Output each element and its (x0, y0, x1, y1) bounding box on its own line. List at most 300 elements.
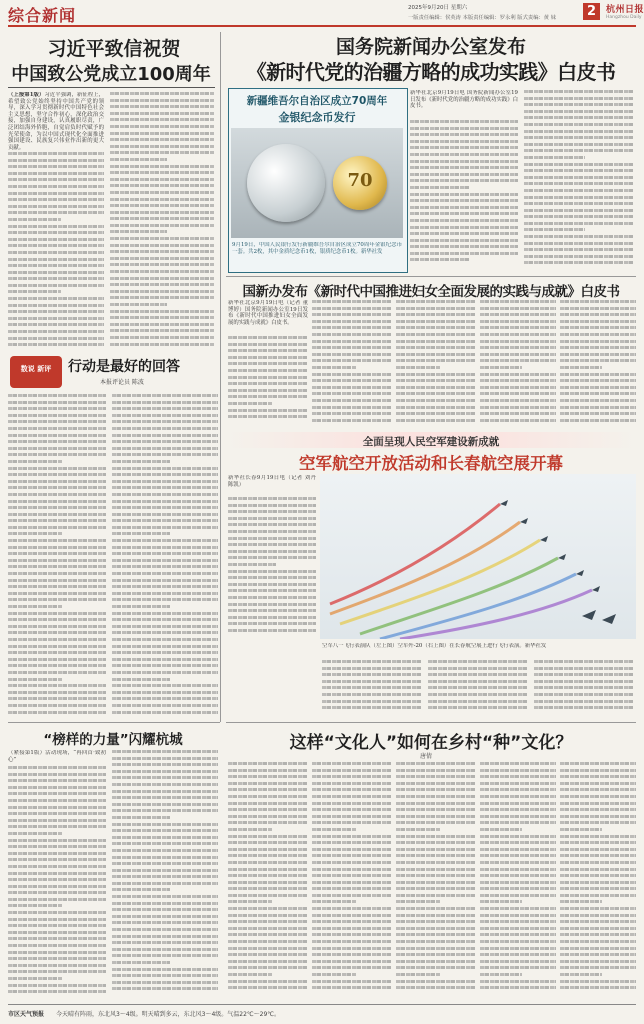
text-line (8, 944, 106, 947)
text-line (8, 612, 106, 615)
text-line (312, 399, 392, 402)
text-line (110, 290, 214, 293)
text-line (560, 795, 636, 798)
text-line (560, 406, 636, 409)
text-line (396, 900, 440, 903)
text-line (480, 373, 556, 376)
text-line (396, 881, 476, 884)
text-line (8, 526, 106, 529)
text-line (534, 686, 634, 689)
text-line (396, 366, 440, 369)
text-line (8, 434, 106, 437)
article5-text-col4 (480, 762, 556, 998)
text-line (112, 750, 218, 753)
text-line (8, 271, 104, 274)
text-line (8, 845, 106, 848)
text-line (8, 691, 106, 694)
text-line (396, 333, 476, 336)
text-line (312, 788, 392, 791)
text-line (480, 326, 556, 329)
text-line (110, 99, 214, 102)
text-line (524, 189, 634, 192)
text-line (112, 552, 218, 555)
text-line (228, 854, 308, 857)
text-line (480, 874, 556, 877)
text-line (312, 346, 392, 349)
text-line (480, 769, 556, 772)
text-line (312, 953, 392, 956)
text-line (560, 412, 636, 415)
text-line (112, 856, 218, 859)
article4-text-col1 (228, 336, 308, 428)
text-line (312, 320, 392, 323)
text-line (112, 598, 218, 601)
text-line (228, 914, 308, 917)
airshow-text-col2 (322, 660, 422, 716)
text-line (524, 222, 634, 225)
text-line (480, 841, 556, 844)
text-line (312, 769, 392, 772)
text-line (560, 848, 636, 851)
text-line (480, 980, 556, 983)
text-line (560, 960, 636, 963)
masthead (0, 0, 644, 26)
text-line (228, 395, 308, 398)
text-line (480, 973, 522, 976)
text-line (228, 795, 308, 798)
airshow-lead: 新华社长春9月19日电（记者 刘丹 陈凯） (228, 475, 316, 488)
text-line (524, 228, 585, 231)
text-line (112, 921, 218, 924)
text-line (8, 812, 106, 815)
airshow-headline: 空军航空开放活动和长春航空展开幕 (299, 454, 563, 473)
text-line (228, 887, 308, 890)
article6-text-col2 (112, 750, 218, 998)
text-line (228, 769, 308, 772)
text-line (480, 762, 556, 765)
text-line (396, 340, 476, 343)
text-line (228, 927, 308, 930)
text-line (8, 631, 106, 634)
text-line (560, 986, 636, 989)
text-line (8, 825, 106, 828)
text-line (228, 369, 308, 372)
article4-text-col2 (312, 300, 392, 428)
text-line (112, 678, 170, 681)
text-line (560, 419, 636, 422)
text-line (524, 261, 634, 264)
text-line (228, 775, 308, 778)
text-line (228, 933, 308, 936)
text-line (480, 412, 556, 415)
text-line (480, 795, 556, 798)
text-line (112, 394, 218, 397)
airshow-text-col4 (534, 660, 634, 716)
text-line (8, 317, 104, 320)
text-line (228, 530, 316, 533)
paper-name-logo: 杭州日报 (606, 5, 644, 15)
text-line (8, 440, 106, 443)
text-line (428, 660, 528, 663)
text-line (396, 953, 476, 956)
text-line (560, 821, 636, 824)
text-line (110, 316, 214, 319)
text-line (110, 92, 214, 95)
text-line (8, 513, 106, 516)
text-line (112, 500, 218, 503)
text-line (228, 415, 308, 418)
article4-text-col4 (480, 300, 556, 428)
text-line (8, 394, 106, 397)
article5-byline: 唐倩 (420, 753, 433, 760)
coin-headline-line1: 新疆维吾尔自治区成立70周年 (246, 95, 388, 107)
text-line (480, 399, 556, 402)
text-line (396, 762, 476, 765)
text-line (534, 693, 634, 696)
text-line (8, 605, 62, 608)
text-line (312, 386, 392, 389)
text-line (312, 980, 392, 983)
article4-top-rule (226, 276, 636, 277)
text-line (8, 165, 104, 168)
text-line (228, 900, 272, 903)
text-line (396, 802, 476, 805)
text-line (8, 898, 106, 901)
text-line (8, 290, 61, 293)
text-line (8, 343, 104, 346)
text-line (322, 686, 422, 689)
text-line (560, 340, 636, 343)
text-line (480, 900, 522, 903)
text-line (112, 888, 170, 891)
article5-headline: 这样“文化人”如何在乡村“种”文化？ (289, 733, 573, 753)
text-line (312, 419, 392, 422)
text-line (228, 802, 308, 805)
text-line (480, 392, 556, 395)
jet-icons (500, 500, 616, 624)
text-line (524, 130, 634, 133)
text-line (396, 854, 476, 857)
text-line (322, 706, 422, 709)
article6-headline: “榜样的力量”闪耀杭城 (43, 732, 183, 748)
text-line (228, 376, 308, 379)
text-line (228, 953, 308, 956)
text-line (524, 103, 634, 106)
text-line (312, 392, 392, 395)
text-line (228, 868, 308, 871)
text-line (112, 572, 218, 575)
text-line (8, 819, 106, 822)
commentary-logo-text: 数说 新评 (20, 365, 52, 373)
article4-text-col5 (560, 300, 636, 428)
text-line (396, 300, 476, 303)
text-line (112, 559, 218, 562)
text-line (8, 865, 106, 868)
text-line (524, 176, 634, 179)
text-line (8, 664, 106, 667)
text-line (480, 386, 556, 389)
text-line (8, 658, 106, 661)
text-line (524, 242, 634, 245)
text-line (410, 206, 518, 209)
text-line (110, 277, 214, 280)
text-line (8, 957, 106, 960)
text-line (396, 868, 476, 871)
text-line (560, 353, 636, 356)
text-line (560, 300, 636, 303)
text-line (8, 671, 106, 674)
text-line (228, 894, 308, 897)
text-line (8, 911, 106, 914)
text-line (428, 693, 528, 696)
text-line (8, 678, 62, 681)
text-line (396, 419, 476, 422)
text-line (524, 215, 634, 218)
text-line (560, 307, 636, 310)
text-line (228, 762, 308, 765)
text-line (112, 816, 170, 819)
text-line (312, 373, 392, 376)
coin-headline-line2: 金银纪念币发行 (278, 111, 356, 124)
text-line (112, 968, 218, 971)
text-line (312, 366, 356, 369)
text-line (312, 914, 392, 917)
article6-text-col1 (8, 766, 106, 998)
text-line (480, 960, 556, 963)
text-line (112, 427, 218, 430)
text-line (228, 815, 308, 818)
text-line (480, 914, 556, 917)
text-line (8, 598, 106, 601)
paper-subname: Hangzhou Daily (606, 15, 642, 20)
text-line (480, 419, 556, 422)
text-line (8, 225, 104, 228)
text-line (112, 803, 218, 806)
text-line (8, 651, 106, 654)
text-line (228, 907, 308, 910)
text-line (560, 914, 636, 917)
text-line (112, 664, 218, 667)
text-line (524, 143, 634, 146)
text-line (8, 506, 106, 509)
text-line (8, 625, 106, 628)
text-line (560, 313, 636, 316)
article1-headline-line2: 中国致公党成立100周年 (11, 64, 211, 85)
text-line (560, 775, 636, 778)
text-line (396, 775, 476, 778)
text-line (8, 977, 62, 980)
article1-body (8, 92, 104, 150)
text-line (396, 815, 476, 818)
red-smoke-trails (330, 504, 592, 639)
article1-text-col1 (8, 152, 104, 352)
text-line (112, 928, 218, 931)
text-line (8, 579, 106, 582)
text-line (410, 179, 518, 182)
text-line (8, 984, 106, 987)
article6-top-rule (8, 722, 220, 723)
text-line (8, 185, 104, 188)
text-line (560, 808, 636, 811)
text-line (112, 776, 218, 779)
article5-text-col1 (228, 762, 308, 998)
text-line (8, 704, 106, 707)
text-line (396, 788, 476, 791)
text-line (110, 138, 214, 141)
text-line (560, 854, 636, 857)
text-line (110, 230, 167, 233)
text-line (480, 894, 556, 897)
text-line (480, 366, 522, 369)
text-line (410, 166, 518, 169)
text-line (322, 680, 422, 683)
text-line (312, 920, 392, 923)
text-line (396, 379, 476, 382)
text-line (524, 235, 634, 238)
text-line (112, 783, 218, 786)
text-line (228, 828, 272, 831)
text-line (8, 990, 106, 993)
text-line (312, 353, 392, 356)
text-line (560, 861, 636, 864)
text-line (312, 359, 392, 362)
text-line (410, 140, 518, 143)
text-line (8, 297, 104, 300)
text-line (228, 402, 272, 405)
text-line (8, 337, 104, 340)
text-line (410, 252, 518, 255)
text-line (228, 550, 316, 553)
text-line (312, 868, 392, 871)
article1-lead: （上接第1版） (8, 92, 45, 98)
text-line (396, 828, 440, 831)
text-line (396, 914, 476, 917)
text-line (524, 90, 634, 93)
text-line (410, 239, 518, 242)
text-line (312, 412, 392, 415)
text-line (112, 862, 218, 865)
text-line (560, 359, 636, 362)
text-line (312, 894, 392, 897)
text-line (8, 420, 106, 423)
text-line (8, 192, 104, 195)
text-line (396, 326, 476, 329)
text-line (560, 326, 636, 329)
article3-headline-line1: 国务院新闻办公室发布 (335, 36, 526, 58)
text-line (312, 854, 392, 857)
text-line (228, 497, 316, 500)
text-line (228, 523, 316, 526)
text-line (312, 828, 356, 831)
text-line (8, 473, 106, 476)
text-line (534, 706, 634, 709)
article3-lead: 新华社北京9月19日电 国务院新闻办公室19日发布《新时代党的治疆方略的成功实践》白皮书。 (410, 90, 518, 110)
text-line (112, 447, 218, 450)
article3-headline-line2: 《新时代党的治疆方略的成功实践》白皮书 (246, 60, 616, 84)
text-line (112, 519, 218, 522)
text-line (8, 330, 104, 333)
text-line (112, 467, 218, 470)
text-line (560, 927, 636, 930)
text-line (8, 304, 104, 307)
text-line (480, 920, 556, 923)
text-line (312, 340, 392, 343)
text-line (112, 486, 218, 489)
text-line (480, 966, 556, 969)
text-line (480, 802, 556, 805)
text-line (312, 795, 392, 798)
text-line (110, 204, 214, 207)
text-line (410, 258, 469, 261)
text-line (524, 156, 585, 159)
text-line (8, 552, 106, 555)
text-line (396, 894, 476, 897)
text-line (112, 645, 218, 648)
text-line (312, 333, 392, 336)
text-line (480, 307, 556, 310)
text-line (8, 480, 106, 483)
text-line (396, 848, 476, 851)
gold-coin-mark: 70 (347, 170, 373, 191)
text-line (396, 313, 476, 316)
text-line (228, 920, 308, 923)
text-line (480, 346, 556, 349)
text-line (396, 795, 476, 798)
text-line (8, 244, 104, 247)
article1-paragraph: 习近平强调，新征程上，希望致公党始终坚持中国共产党的领导，深入学习贯彻新时代中国特色社会主义思想，坚守合作初心，深化政治交接，加强自身建设，认真履职尽责，广泛团结海外侨胞，自觉肩负时代赋予的光荣使命，为以中国式现代化全面推进强国建设、民族复兴伟业作出新的更大贡献。 (8, 92, 104, 150)
text-line (8, 559, 106, 562)
text-line (480, 887, 556, 890)
text-line (8, 519, 106, 522)
article2-byline: 本报评论员 陈波 (100, 379, 144, 386)
text-line (312, 326, 392, 329)
text-line (560, 940, 636, 943)
article4-lead: 新华社北京9月19日电（记者 董博婷）国务院新闻办公室19日发布《新时代中国推进妇女全面发展的实践与成就》白皮书。 (228, 300, 308, 326)
text-line (112, 546, 218, 549)
text-line (228, 881, 308, 884)
text-line (480, 907, 556, 910)
text-line (8, 407, 106, 410)
text-line (228, 336, 308, 339)
text-line (110, 184, 214, 187)
text-line (480, 947, 556, 950)
text-line (480, 300, 556, 303)
text-line (396, 966, 476, 969)
text-line (480, 313, 556, 316)
text-line (110, 132, 214, 135)
text-line (8, 198, 104, 201)
text-line (560, 973, 602, 976)
text-line (312, 881, 392, 884)
text-line (8, 970, 106, 973)
text-line (112, 539, 218, 542)
text-line (312, 808, 392, 811)
airshow-kicker-text: 全面呈现人民空军建设新成就 (362, 436, 500, 448)
text-line (112, 585, 218, 588)
text-line (560, 953, 636, 956)
text-line (480, 848, 556, 851)
text-line (110, 198, 214, 201)
text-line (8, 284, 104, 287)
text-line (428, 667, 528, 670)
text-line (112, 836, 218, 839)
text-line (396, 960, 476, 963)
text-line (410, 133, 518, 136)
text-line (312, 986, 392, 989)
text-line (480, 406, 556, 409)
text-line (8, 427, 106, 430)
text-line (112, 902, 218, 905)
